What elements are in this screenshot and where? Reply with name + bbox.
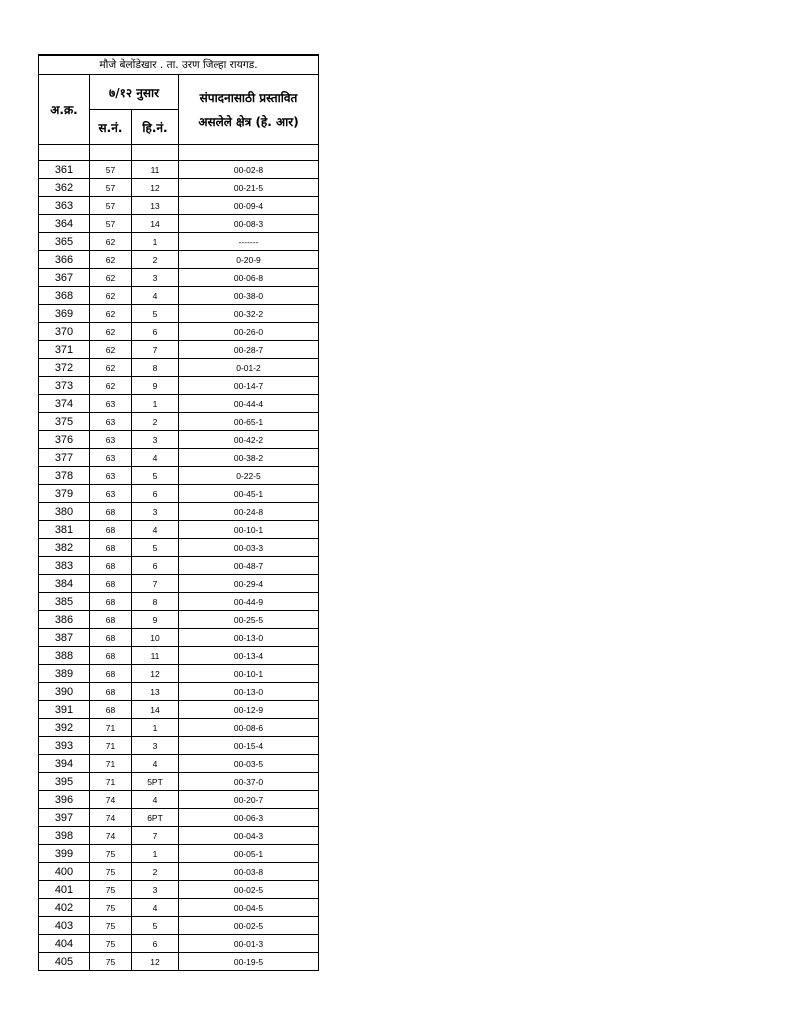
table-row — [39, 827, 319, 845]
cell-hissa-number: 5PT — [132, 773, 179, 791]
cell-serial-number: 376 — [39, 431, 90, 449]
cell-serial-number: 396 — [39, 791, 90, 809]
cell-survey-number: 57 — [90, 161, 132, 179]
cell-survey-number: 63 — [90, 467, 132, 485]
cell-serial-number: 363 — [39, 197, 90, 215]
cell-survey-number: 62 — [90, 305, 132, 323]
cell-serial-number: 395 — [39, 773, 90, 791]
cell-hissa-number: 12 — [132, 665, 179, 683]
cell-survey-number: 57 — [90, 215, 132, 233]
table-row — [39, 539, 319, 557]
cell-survey-number: 71 — [90, 737, 132, 755]
cell-area: 00-06-3 — [179, 809, 319, 827]
cell-hissa-number: 6 — [132, 557, 179, 575]
cell-area: 00-29-4 — [179, 575, 319, 593]
cell-area: 00-13-0 — [179, 683, 319, 701]
cell-area: 00-01-3 — [179, 935, 319, 953]
cell-serial-number: 399 — [39, 845, 90, 863]
table-row — [39, 521, 319, 539]
cell-area: 00-19-5 — [179, 953, 319, 971]
cell-hissa-number: 5 — [132, 467, 179, 485]
cell-area: 00-45-1 — [179, 485, 319, 503]
table-row — [39, 863, 319, 881]
table-body — [39, 161, 319, 971]
cell-area: 00-03-3 — [179, 539, 319, 557]
table-row — [39, 215, 319, 233]
table-row — [39, 305, 319, 323]
cell-hissa-number: 11 — [132, 161, 179, 179]
cell-hissa-number: 1 — [132, 845, 179, 863]
cell-area: 00-48-7 — [179, 557, 319, 575]
table-row — [39, 845, 319, 863]
cell-serial-number: 382 — [39, 539, 90, 557]
table-row — [39, 953, 319, 971]
cell-survey-number: 74 — [90, 827, 132, 845]
cell-survey-number: 62 — [90, 359, 132, 377]
cell-area: 00-38-0 — [179, 287, 319, 305]
cell-hissa-number: 7 — [132, 575, 179, 593]
cell-survey-number: 71 — [90, 755, 132, 773]
cell-survey-number: 75 — [90, 845, 132, 863]
cell-serial-number: 361 — [39, 161, 90, 179]
cell-survey-number: 63 — [90, 395, 132, 413]
cell-serial-number: 379 — [39, 485, 90, 503]
cell-serial-number: 372 — [39, 359, 90, 377]
table-row — [39, 575, 319, 593]
table-row — [39, 611, 319, 629]
cell-serial-number: 402 — [39, 899, 90, 917]
cell-serial-number: 375 — [39, 413, 90, 431]
header-survey-number: स.नं. — [90, 110, 132, 145]
header-area-line1: संपादनासाठी प्रस्तावित — [199, 90, 298, 105]
cell-hissa-number: 14 — [132, 701, 179, 719]
cell-hissa-number: 3 — [132, 503, 179, 521]
cell-serial-number: 404 — [39, 935, 90, 953]
header-serial-number: अ.क्र. — [39, 75, 90, 145]
cell-serial-number: 392 — [39, 719, 90, 737]
table-row — [39, 359, 319, 377]
table-row — [39, 557, 319, 575]
cell-area: 00-04-5 — [179, 899, 319, 917]
table-row — [39, 683, 319, 701]
cell-hissa-number: 3 — [132, 269, 179, 287]
cell-hissa-number: 2 — [132, 251, 179, 269]
cell-survey-number: 68 — [90, 629, 132, 647]
table-row — [39, 737, 319, 755]
cell-survey-number: 75 — [90, 863, 132, 881]
cell-serial-number: 368 — [39, 287, 90, 305]
cell-area: 00-28-7 — [179, 341, 319, 359]
cell-area: 00-10-1 — [179, 521, 319, 539]
cell-hissa-number: 13 — [132, 683, 179, 701]
cell-survey-number: 68 — [90, 611, 132, 629]
table-row — [39, 431, 319, 449]
cell-serial-number: 381 — [39, 521, 90, 539]
cell-survey-number: 75 — [90, 917, 132, 935]
table-row — [39, 935, 319, 953]
cell-area: 00-04-3 — [179, 827, 319, 845]
cell-area: 00-13-0 — [179, 629, 319, 647]
table-row — [39, 593, 319, 611]
header-spacer-row — [39, 145, 319, 161]
cell-area: 00-26-0 — [179, 323, 319, 341]
cell-area: 00-13-4 — [179, 647, 319, 665]
cell-serial-number: 400 — [39, 863, 90, 881]
table-row — [39, 899, 319, 917]
cell-serial-number: 365 — [39, 233, 90, 251]
cell-survey-number: 57 — [90, 179, 132, 197]
cell-survey-number: 62 — [90, 377, 132, 395]
cell-serial-number: 370 — [39, 323, 90, 341]
cell-serial-number: 377 — [39, 449, 90, 467]
cell-hissa-number: 1 — [132, 395, 179, 413]
land-acquisition-table — [38, 54, 319, 971]
cell-survey-number: 68 — [90, 647, 132, 665]
cell-survey-number: 68 — [90, 521, 132, 539]
cell-hissa-number: 6 — [132, 935, 179, 953]
cell-hissa-number: 7 — [132, 827, 179, 845]
cell-area: 0-01-2 — [179, 359, 319, 377]
table-row — [39, 395, 319, 413]
cell-hissa-number: 12 — [132, 179, 179, 197]
table-row — [39, 917, 319, 935]
cell-survey-number: 63 — [90, 431, 132, 449]
cell-serial-number: 390 — [39, 683, 90, 701]
cell-survey-number: 75 — [90, 881, 132, 899]
cell-serial-number: 380 — [39, 503, 90, 521]
table-row — [39, 881, 319, 899]
cell-serial-number: 403 — [39, 917, 90, 935]
cell-area: 00-08-6 — [179, 719, 319, 737]
table-row — [39, 647, 319, 665]
cell-serial-number: 385 — [39, 593, 90, 611]
cell-area: 00-37-0 — [179, 773, 319, 791]
table-row — [39, 665, 319, 683]
cell-area: 00-02-8 — [179, 161, 319, 179]
cell-serial-number: 391 — [39, 701, 90, 719]
cell-survey-number: 63 — [90, 413, 132, 431]
table-row — [39, 449, 319, 467]
cell-area: 00-09-4 — [179, 197, 319, 215]
cell-hissa-number: 4 — [132, 899, 179, 917]
cell-survey-number: 68 — [90, 575, 132, 593]
cell-hissa-number: 7 — [132, 341, 179, 359]
cell-hissa-number: 2 — [132, 413, 179, 431]
cell-hissa-number: 6PT — [132, 809, 179, 827]
cell-serial-number: 383 — [39, 557, 90, 575]
cell-hissa-number: 3 — [132, 431, 179, 449]
cell-survey-number: 75 — [90, 953, 132, 971]
header-proposed-area — [179, 75, 319, 145]
cell-serial-number: 364 — [39, 215, 90, 233]
cell-serial-number: 371 — [39, 341, 90, 359]
cell-survey-number: 68 — [90, 557, 132, 575]
cell-area: 00-06-8 — [179, 269, 319, 287]
cell-serial-number: 393 — [39, 737, 90, 755]
cell-hissa-number: 4 — [132, 791, 179, 809]
table-row — [39, 161, 319, 179]
table-header — [39, 55, 319, 161]
cell-serial-number: 386 — [39, 611, 90, 629]
cell-area: 00-12-9 — [179, 701, 319, 719]
table-row — [39, 179, 319, 197]
table-row — [39, 467, 319, 485]
cell-survey-number: 63 — [90, 449, 132, 467]
cell-survey-number: 68 — [90, 665, 132, 683]
land-record-table-container — [38, 54, 318, 971]
cell-hissa-number: 13 — [132, 197, 179, 215]
cell-hissa-number: 10 — [132, 629, 179, 647]
cell-area: 0-20-9 — [179, 251, 319, 269]
table-row — [39, 755, 319, 773]
table-row — [39, 629, 319, 647]
cell-area: 00-65-1 — [179, 413, 319, 431]
cell-hissa-number: 4 — [132, 287, 179, 305]
cell-area: 00-08-3 — [179, 215, 319, 233]
table-row — [39, 773, 319, 791]
table-row — [39, 233, 319, 251]
cell-survey-number: 71 — [90, 719, 132, 737]
cell-survey-number: 62 — [90, 269, 132, 287]
table-row — [39, 269, 319, 287]
header-area-line2: असलेले क्षेत्र (हे. आर) — [198, 114, 299, 129]
cell-hissa-number: 1 — [132, 233, 179, 251]
cell-hissa-number: 11 — [132, 647, 179, 665]
cell-hissa-number: 14 — [132, 215, 179, 233]
cell-serial-number: 389 — [39, 665, 90, 683]
cell-hissa-number: 2 — [132, 863, 179, 881]
cell-serial-number: 401 — [39, 881, 90, 899]
cell-area: 00-20-7 — [179, 791, 319, 809]
cell-area: 00-02-5 — [179, 917, 319, 935]
cell-hissa-number: 5 — [132, 917, 179, 935]
cell-survey-number: 62 — [90, 251, 132, 269]
cell-hissa-number: 8 — [132, 593, 179, 611]
table-row — [39, 503, 319, 521]
cell-area: 00-38-2 — [179, 449, 319, 467]
cell-serial-number: 373 — [39, 377, 90, 395]
cell-hissa-number: 4 — [132, 521, 179, 539]
cell-hissa-number: 6 — [132, 323, 179, 341]
cell-survey-number: 68 — [90, 539, 132, 557]
cell-serial-number: 394 — [39, 755, 90, 773]
cell-serial-number: 366 — [39, 251, 90, 269]
cell-hissa-number: 3 — [132, 881, 179, 899]
header-712-group: ७/१२ नुसार — [90, 75, 179, 110]
cell-serial-number: 397 — [39, 809, 90, 827]
cell-survey-number: 62 — [90, 287, 132, 305]
table-row — [39, 341, 319, 359]
cell-area: ------- — [179, 233, 319, 251]
table-row — [39, 791, 319, 809]
cell-survey-number: 75 — [90, 899, 132, 917]
cell-area: 0-22-5 — [179, 467, 319, 485]
cell-hissa-number: 4 — [132, 449, 179, 467]
cell-area: 00-44-4 — [179, 395, 319, 413]
cell-serial-number: 398 — [39, 827, 90, 845]
cell-serial-number: 388 — [39, 647, 90, 665]
cell-hissa-number: 5 — [132, 539, 179, 557]
header-hissa-number: हि.नं. — [132, 110, 179, 145]
table-row — [39, 197, 319, 215]
cell-hissa-number: 8 — [132, 359, 179, 377]
cell-area: 00-32-2 — [179, 305, 319, 323]
cell-hissa-number: 1 — [132, 719, 179, 737]
cell-serial-number: 367 — [39, 269, 90, 287]
cell-area: 00-21-5 — [179, 179, 319, 197]
cell-serial-number: 384 — [39, 575, 90, 593]
cell-hissa-number: 3 — [132, 737, 179, 755]
cell-hissa-number: 5 — [132, 305, 179, 323]
cell-survey-number: 74 — [90, 791, 132, 809]
table-row — [39, 251, 319, 269]
cell-survey-number: 74 — [90, 809, 132, 827]
cell-area: 00-42-2 — [179, 431, 319, 449]
cell-survey-number: 68 — [90, 683, 132, 701]
cell-hissa-number: 12 — [132, 953, 179, 971]
cell-hissa-number: 9 — [132, 611, 179, 629]
cell-serial-number: 369 — [39, 305, 90, 323]
table-row — [39, 809, 319, 827]
table-row — [39, 719, 319, 737]
table-row — [39, 413, 319, 431]
cell-survey-number: 62 — [90, 341, 132, 359]
cell-area: 00-05-1 — [179, 845, 319, 863]
cell-hissa-number: 9 — [132, 377, 179, 395]
cell-survey-number: 68 — [90, 701, 132, 719]
cell-area: 00-44-9 — [179, 593, 319, 611]
cell-area: 00-02-5 — [179, 881, 319, 899]
cell-serial-number: 362 — [39, 179, 90, 197]
cell-survey-number: 75 — [90, 935, 132, 953]
cell-area: 00-15-4 — [179, 737, 319, 755]
cell-survey-number: 57 — [90, 197, 132, 215]
cell-area: 00-10-1 — [179, 665, 319, 683]
cell-survey-number: 68 — [90, 503, 132, 521]
cell-serial-number: 378 — [39, 467, 90, 485]
cell-area: 00-14-7 — [179, 377, 319, 395]
cell-area: 00-03-5 — [179, 755, 319, 773]
cell-serial-number: 374 — [39, 395, 90, 413]
cell-area: 00-03-8 — [179, 863, 319, 881]
cell-survey-number: 68 — [90, 593, 132, 611]
cell-survey-number: 62 — [90, 323, 132, 341]
cell-hissa-number: 6 — [132, 485, 179, 503]
table-row — [39, 287, 319, 305]
table-row — [39, 701, 319, 719]
cell-hissa-number: 4 — [132, 755, 179, 773]
cell-survey-number: 62 — [90, 233, 132, 251]
cell-serial-number: 405 — [39, 953, 90, 971]
table-row — [39, 485, 319, 503]
cell-survey-number: 63 — [90, 485, 132, 503]
table-row — [39, 323, 319, 341]
cell-area: 00-24-8 — [179, 503, 319, 521]
cell-area: 00-25-5 — [179, 611, 319, 629]
table-row — [39, 377, 319, 395]
cell-serial-number: 387 — [39, 629, 90, 647]
cell-survey-number: 71 — [90, 773, 132, 791]
village-caption: मौजे बेलोंडेखार . ता. उरण जिल्हा रायगड. — [39, 55, 319, 75]
